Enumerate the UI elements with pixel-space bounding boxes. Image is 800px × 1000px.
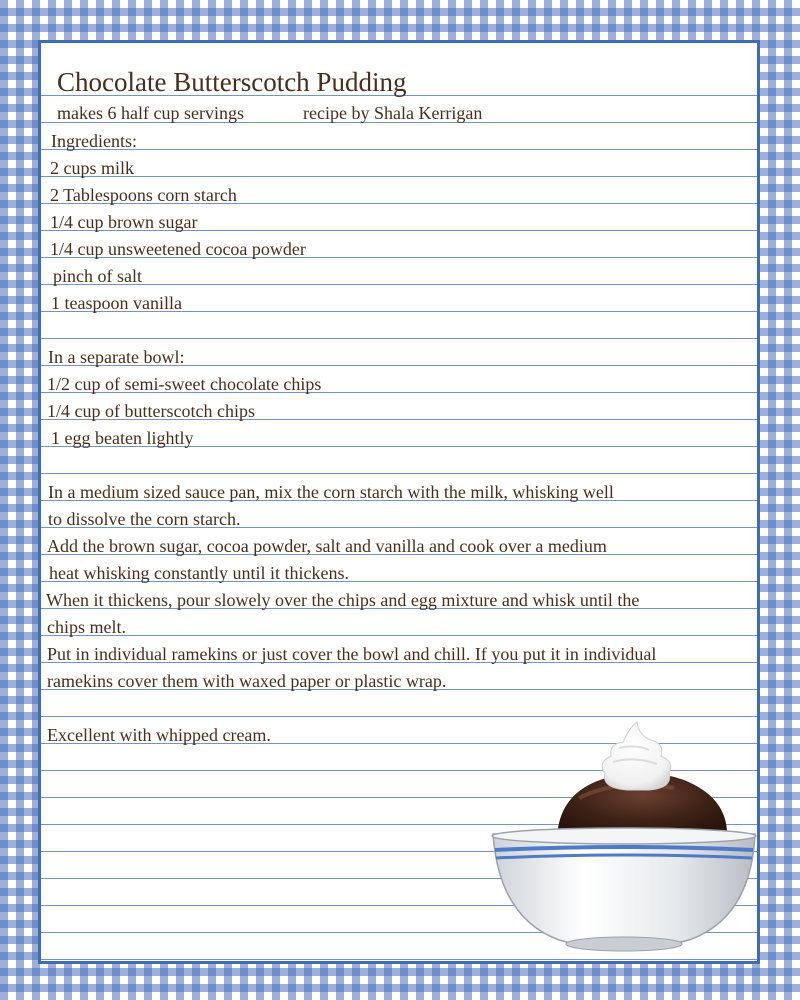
rule-line: [41, 149, 757, 150]
direction-line: ramekins cover them with waxed paper or plastic wrap.: [47, 671, 447, 691]
ingredient-item: 1/4 cup unsweetened cocoa powder: [50, 239, 306, 259]
separate-bowl-heading: In a separate bowl:: [48, 347, 185, 367]
ingredient-item: 2 cups milk: [50, 158, 134, 178]
ingredient-item: 1/4 cup brown sugar: [50, 212, 198, 232]
rule-line: [41, 716, 757, 717]
direction-line: Put in individual ramekins or just cover the bowl and chill. If you put it in individual: [47, 644, 657, 664]
ingredient-item: 2 Tablespoons corn starch: [50, 185, 237, 205]
separate-bowl-item: 1/4 cup of butterscotch chips: [47, 401, 255, 421]
direction-line: In a medium sized sauce pan, mix the corn starch with the milk, whisking well: [48, 482, 614, 502]
recipe-title: Chocolate Butterscotch Pudding: [57, 67, 407, 97]
direction-line: When it thickens, pour slowely over the chips and egg mixture and whisk until the: [46, 590, 640, 610]
direction-line: chips melt.: [47, 617, 126, 637]
recipe-card: [38, 40, 760, 964]
rule-line: [41, 959, 757, 960]
separate-bowl-item: 1 egg beaten lightly: [51, 428, 194, 448]
direction-line: to dissolve the corn starch.: [48, 509, 241, 529]
pudding-bowl-icon: [489, 718, 757, 954]
ingredients-heading: Ingredients:: [51, 131, 137, 151]
direction-line: Add the brown sugar, cocoa powder, salt and vanilla and cook over a medium: [47, 536, 607, 556]
rule-line: [41, 284, 757, 285]
direction-line: heat whisking constantly until it thickens.: [49, 563, 349, 583]
ingredient-item: pinch of salt: [53, 266, 142, 286]
separate-bowl-item: 1/2 cup of semi-sweet chocolate chips: [47, 374, 322, 394]
serving-note: Excellent with whipped cream.: [47, 725, 271, 745]
ingredient-item: 1 teaspoon vanilla: [51, 293, 182, 313]
servings-text: makes 6 half cup servings: [57, 103, 244, 123]
author-text: recipe by Shala Kerrigan: [303, 103, 483, 123]
rule-line: [41, 473, 757, 474]
rule-line: [41, 176, 757, 177]
rule-line: [41, 338, 757, 339]
rule-line: [41, 635, 757, 636]
